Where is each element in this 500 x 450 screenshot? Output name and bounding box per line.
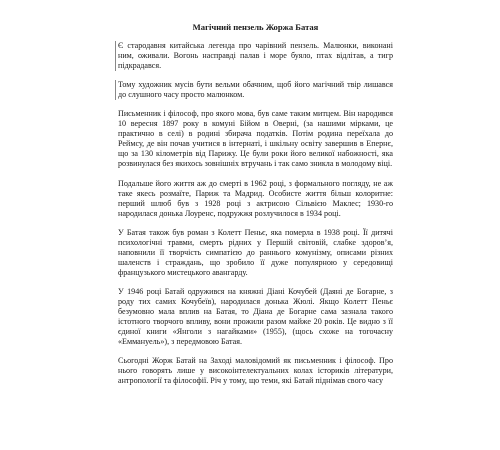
document-page (118, 22, 393, 395)
paragraph-7: Сьогодні Жорж Батай на Заході маловідомий як письменник і філософ. Про нього говорять лише у високоінтелектуальних колах істориків літератури, антропології та філософії. Річ у тому, що теми, які Батай піднімав свого часу (118, 356, 393, 386)
paragraph-4: Подальше його життя аж до смерті в 1962 році, з формального погляду, не аж таке якесь розмаїте, Париж та Мадрид. Особисте життя більш колоритне: перший шлюб був з 1928 році з актрисою Сільвією Маклес; 1930-го народилася донька Лоуренс, подружжя розлучилося в 1934 році. (118, 178, 393, 218)
paragraph-5: У Батая також був роман з Колетт Пеньє, яка померла в 1938 році. Її дитячі психологічні травми, смерть рідних у Першій світовій, слабке здоров’я, наповнили її творчість симпатією до раннього комунізму, описами різних шаленств і страждань, що зробило її дуже популярною у середовищі французького мистецького авангарду. (118, 227, 393, 277)
paragraph-6: У 1946 році Батай одружився на княжні Діані Кочубей (Даяні де Богарне, з роду тих самих Кочубеїв), народилася донька Жюлі. Якщо Колетт Пеньє безумовно мала вплив на Батая, то Діана де Богарне сама зазнала такого істотного творчого впливу, вони прожили разом майже 20 років. Це видно з її єдиної книги «Янголи з нагайками» (1955), (щось схоже на тогочасну «Еммануель»), з передмовою Батая. (118, 286, 393, 347)
paragraph-1: Є стародавня китайська легенда про чарівний пензель. Малюнки, виконані ним, оживали. Вогонь насправді палав і море буяло, птах відлітав, а тигр підкрадався. (115, 41, 393, 71)
paragraph-2: Тому художник мусів бути вельми обачним, щоб його магічний твір лишався до слушного часу просто малюнком. (115, 80, 393, 100)
paragraph-3: Письменник і філософ, про якого мова, був саме таким митцем. Він народився 10 вересня 1897 року в комуні Бійом в Оверні, (за нашими мірками, це практично в селі) в родині збирача податків. Потім родина переїхала до Реймсу, де він почав учитися в інтернаті, і шкільну освіту завершив в Епернє, що за 130 кілометрів від Парижу. Це були роки його великої набожності, яка розвинулася без якихось зовнішніх втручань і так само зникла в молодому віці. (118, 109, 393, 169)
document-title: Магічний пензель Жоржа Батая (192, 22, 319, 32)
